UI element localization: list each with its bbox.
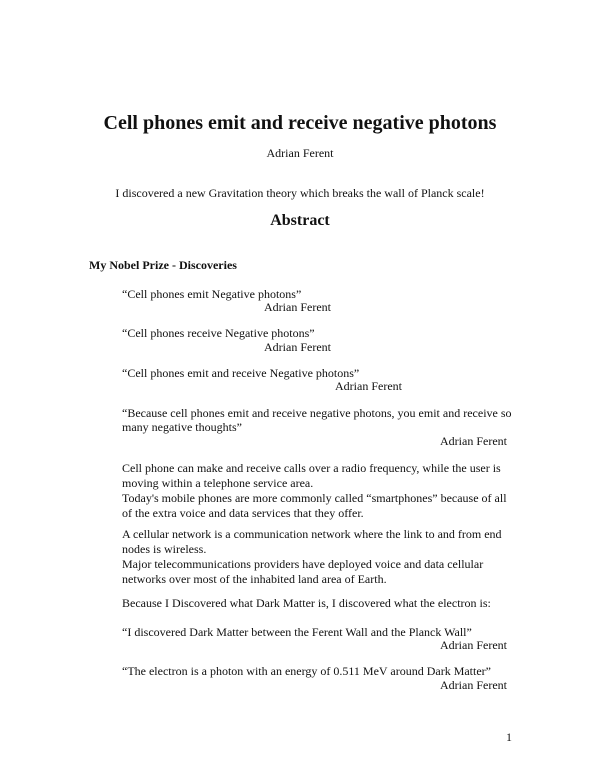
quote-text-line1: “Because cell phones emit and receive negative photons, you emit and receive so	[122, 406, 512, 420]
paragraph-dark-matter	[122, 596, 512, 611]
paragraph-cell-phones	[122, 461, 512, 521]
quote-attribution: Adrian Ferent	[264, 340, 331, 354]
quote-text-line2: many negative thoughts”	[122, 420, 242, 434]
document-title: Cell phones emit and receive negative photons	[103, 112, 497, 134]
paragraph-line: nodes is wireless.	[122, 542, 207, 556]
intro-statement: I discovered a new Gravitation theory which breaks the wall of Planck scale!	[115, 186, 485, 200]
paragraph-line: A cellular network is a communication network where the link to and from end	[122, 527, 502, 541]
quote-attribution: Adrian Ferent	[440, 434, 507, 448]
page-number: 1	[506, 730, 512, 744]
quote-text: “The electron is a photon with an energy of 0.511 MeV around Dark Matter”	[122, 664, 491, 678]
quote-attribution: Adrian Ferent	[335, 379, 402, 393]
quote-attribution: Adrian Ferent	[440, 638, 507, 652]
paragraph-line: Cell phone can make and receive calls over a radio frequency, while the user is	[122, 461, 501, 475]
paragraph-line: Today's mobile phones are more commonly called “smartphones” because of all	[122, 491, 507, 505]
quote-attribution: Adrian Ferent	[264, 300, 331, 314]
paragraph-line: Major telecommunications providers have deployed voice and data cellular	[122, 557, 484, 571]
quote-text: “I discovered Dark Matter between the Ferent Wall and the Planck Wall”	[122, 625, 472, 639]
paragraph-line: of the extra voice and data services that they offer.	[122, 506, 364, 520]
abstract-heading: Abstract	[270, 212, 330, 229]
paragraph-line: Because I Discovered what Dark Matter is, I discovered what the electron is:	[122, 596, 491, 610]
author-name: Adrian Ferent	[266, 146, 334, 160]
paragraph-cellular-network	[122, 527, 512, 587]
quote-text: “Cell phones emit and receive Negative photons”	[122, 366, 360, 380]
quote-text: “Cell phones receive Negative photons”	[122, 326, 315, 340]
quote-text: “Cell phones emit Negative photons”	[122, 287, 302, 301]
paragraph-line: moving within a telephone service area.	[122, 476, 314, 490]
paragraph-line: networks over most of the inhabited land area of Earth.	[122, 572, 387, 586]
quote-attribution: Adrian Ferent	[440, 678, 507, 692]
section-heading: My Nobel Prize - Discoveries	[89, 258, 237, 272]
